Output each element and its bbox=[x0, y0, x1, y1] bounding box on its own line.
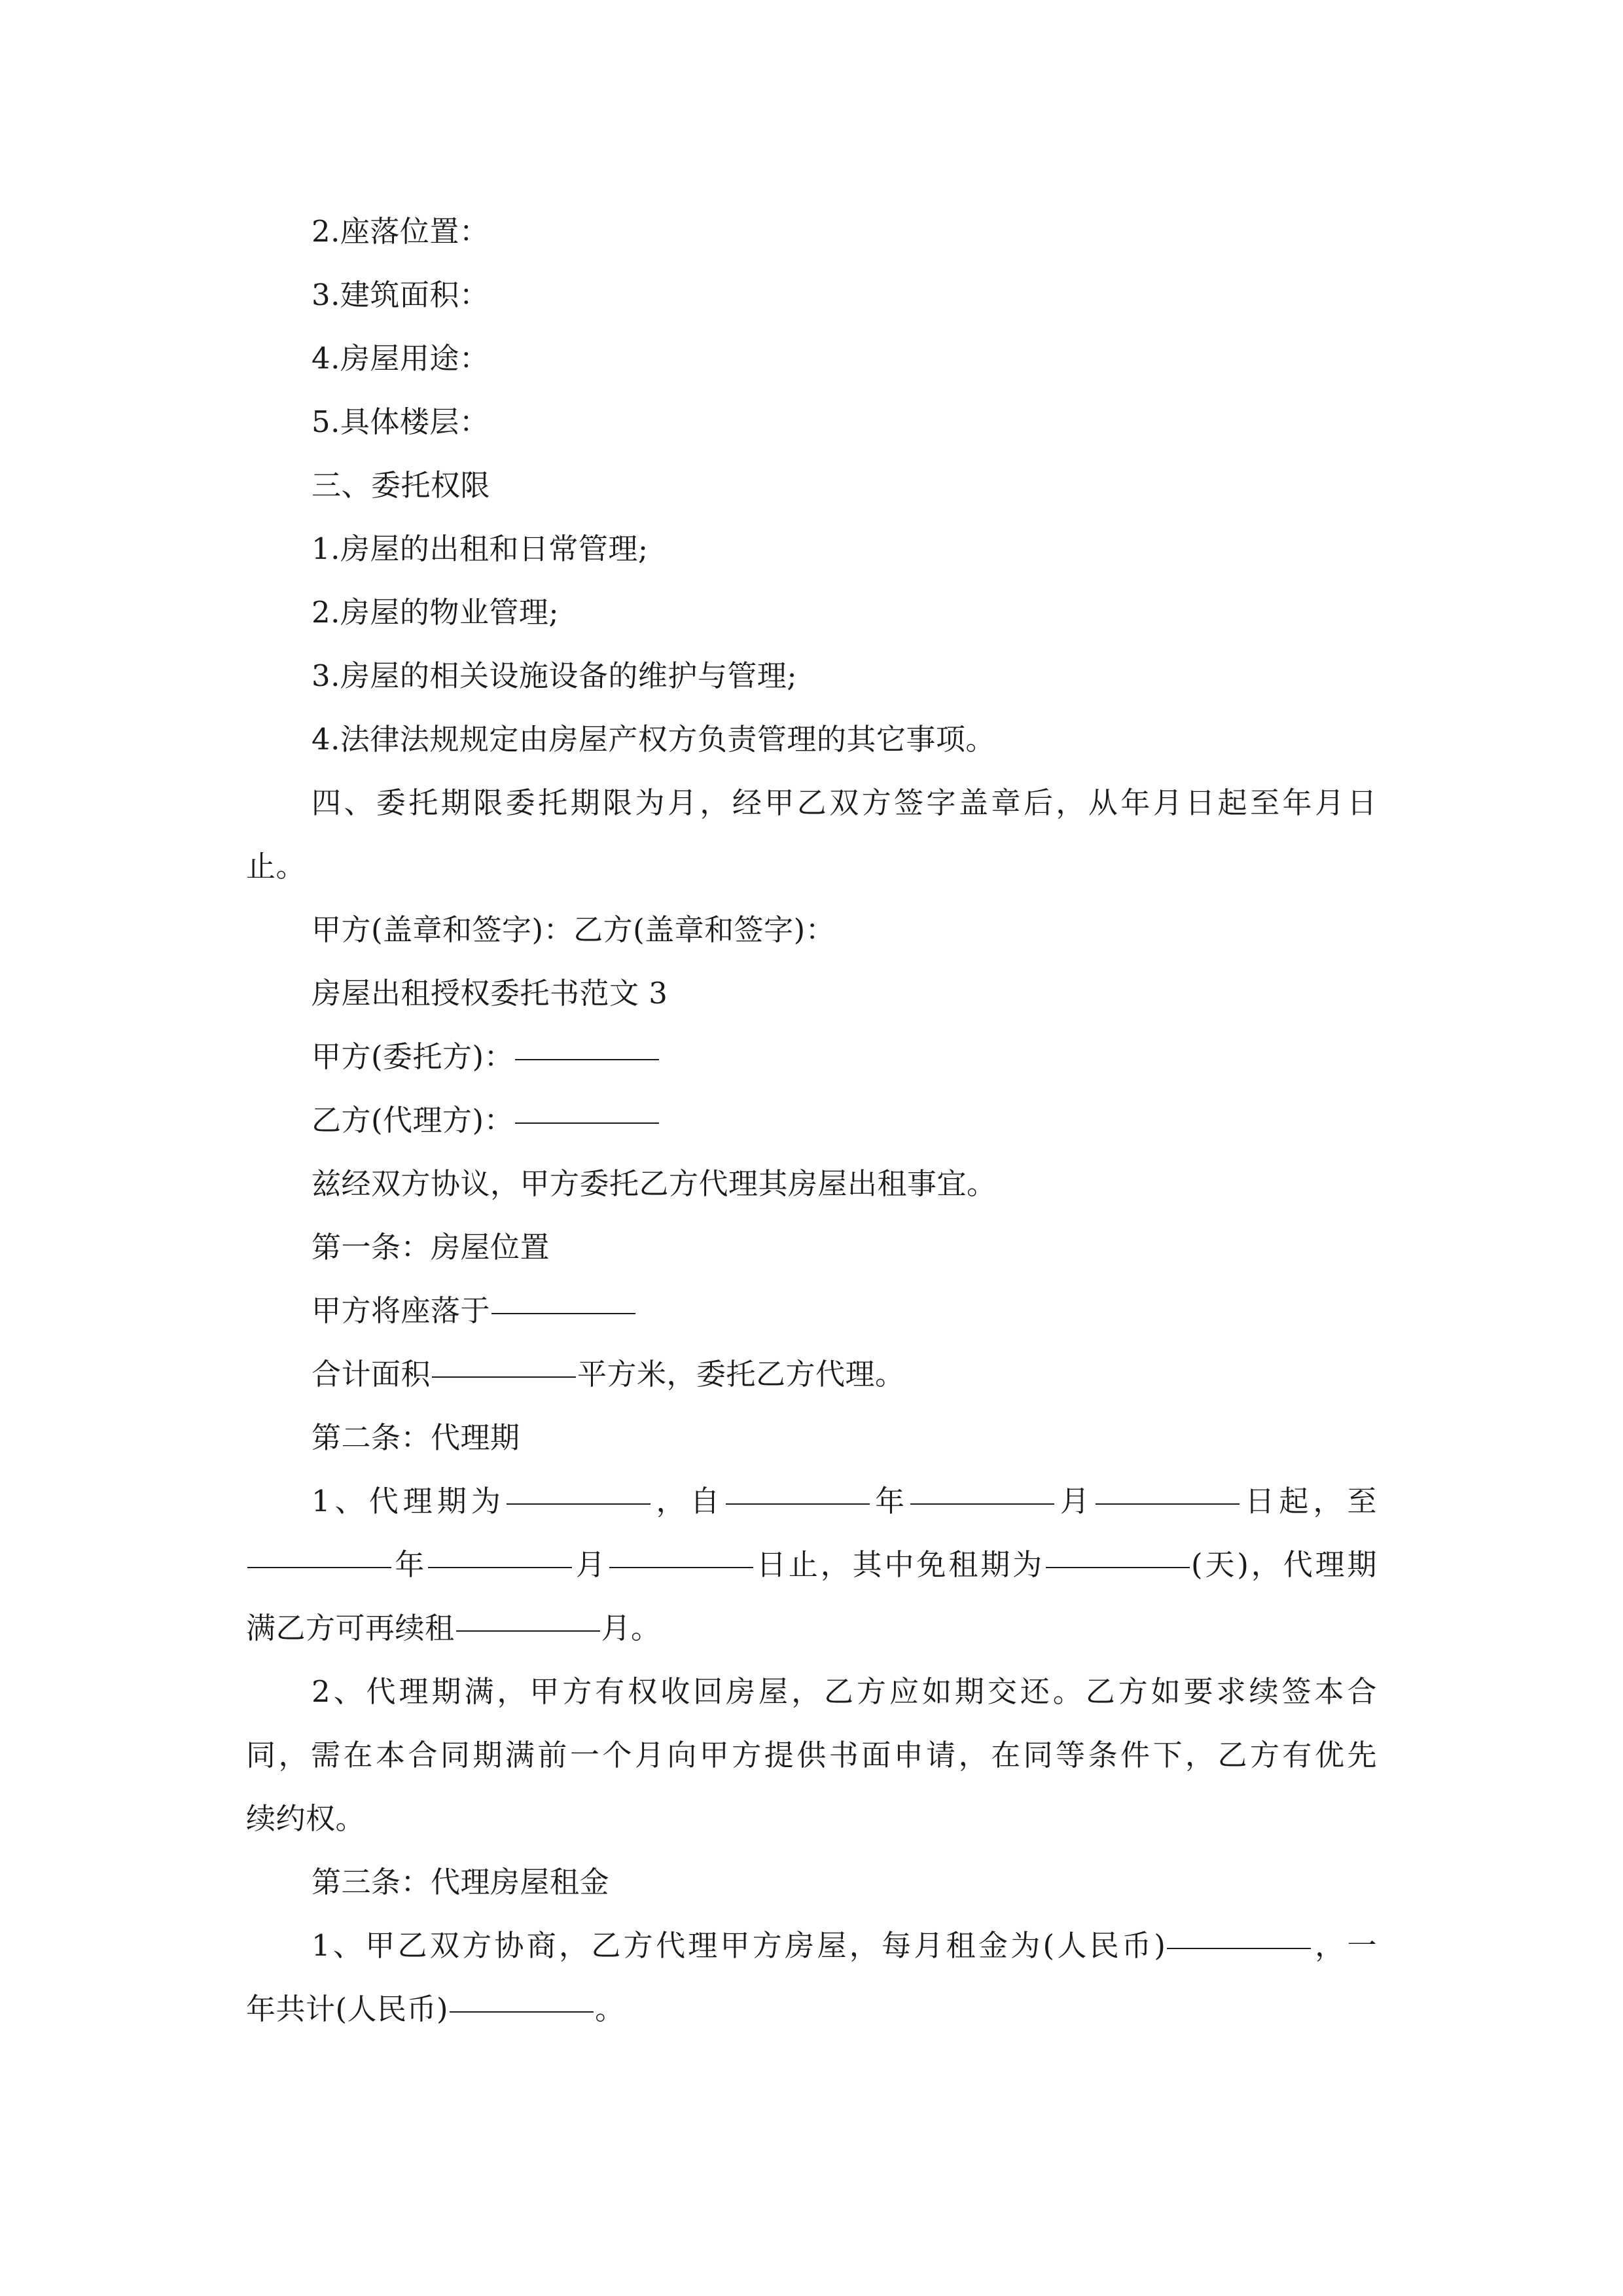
period-line-1 bbox=[246, 1469, 1377, 1533]
rent-line-1 bbox=[246, 1914, 1377, 1977]
heading-article-2: 第二条：代理期 bbox=[312, 1420, 520, 1455]
article-1-heading bbox=[246, 1215, 1377, 1279]
text-authority-4: 4.法律法规规定由房屋产权方负责管理的其它事项。 bbox=[312, 722, 995, 757]
expiry-line-1 bbox=[246, 1660, 1377, 1723]
article-3-heading bbox=[246, 1850, 1377, 1914]
area-blank bbox=[432, 1376, 576, 1378]
heading-article-3: 第三条：代理房屋租金 bbox=[312, 1865, 610, 1899]
text-renew: 满乙方可再续租 bbox=[246, 1611, 455, 1645]
monthly-rent-blank bbox=[1167, 1947, 1311, 1949]
start-day-blank bbox=[1096, 1503, 1240, 1505]
start-year-blank bbox=[726, 1503, 870, 1505]
document-body bbox=[246, 200, 1377, 2041]
text-area: 3.建筑面积： bbox=[312, 278, 490, 312]
text-rent-monthly: 1、甲乙双方协商，乙方代理甲方房屋，每月租金为(人民币) bbox=[312, 1928, 1166, 1963]
party-b-line bbox=[246, 1088, 1377, 1152]
text-signatures: 甲方(盖章和签字)：乙方(盖章和签字)： bbox=[312, 912, 836, 947]
rent-free-blank bbox=[1046, 1566, 1190, 1568]
text-expiry-2: 同，需在本合同期满前一个月向甲方提供书面申请，在同等条件下，乙方有优先 bbox=[246, 1738, 1377, 1772]
heading-article-1: 第一条：房屋位置 bbox=[312, 1230, 550, 1265]
text-location: 2.座落位置： bbox=[312, 214, 490, 249]
label-location-fill: 甲方将座落于 bbox=[312, 1293, 491, 1328]
text-agreement: 兹经双方协议，甲方委托乙方代理其房屋出租事宜。 bbox=[312, 1166, 997, 1201]
text-month-1: 月 bbox=[1056, 1484, 1094, 1518]
label-area-fill: 合计面积 bbox=[312, 1357, 431, 1391]
authority-item-4 bbox=[246, 708, 1377, 771]
text-authority-3: 3.房屋的相关设施设备的维护与管理; bbox=[312, 658, 798, 693]
period-blank bbox=[507, 1503, 651, 1505]
text-usage: 4.房屋用途： bbox=[312, 341, 490, 376]
sample-title bbox=[246, 961, 1377, 1025]
text-authority-2: 2.房屋的物业管理; bbox=[312, 595, 560, 630]
text-expiry-3: 续约权。 bbox=[246, 1801, 366, 1836]
text-renew-month: 月。 bbox=[601, 1611, 661, 1645]
period-line-3 bbox=[246, 1596, 1377, 1660]
text-authority-1: 1.房屋的出租和日常管理; bbox=[312, 531, 649, 566]
heading-authority: 三、委托权限 bbox=[312, 468, 491, 503]
location-blank bbox=[491, 1312, 635, 1314]
term-paragraph-line-1 bbox=[246, 771, 1377, 834]
party-b-blank bbox=[515, 1122, 659, 1124]
renew-blank bbox=[456, 1630, 600, 1632]
section-heading-authority bbox=[246, 454, 1377, 517]
text-rent-free: 日止，其中免租期为 bbox=[754, 1547, 1045, 1582]
article-2-heading bbox=[246, 1406, 1377, 1469]
party-a-line bbox=[246, 1025, 1377, 1088]
label-period: 1、代理期为 bbox=[312, 1484, 505, 1518]
end-day-blank bbox=[609, 1566, 753, 1568]
end-month-blank bbox=[428, 1566, 572, 1568]
label-party-b: 乙方(代理方)： bbox=[312, 1103, 514, 1138]
text-expiry-1: 2、代理期满，甲方有权收回房屋，乙方应如期交还。乙方如要求续签本合 bbox=[312, 1674, 1377, 1709]
text-year-1: 年 bbox=[870, 1484, 910, 1518]
expiry-line-2 bbox=[246, 1723, 1377, 1787]
item-area bbox=[246, 263, 1377, 327]
text-sample-title: 房屋出租授权委托书范文 3 bbox=[312, 976, 668, 1011]
label-party-a: 甲方(委托方)： bbox=[312, 1039, 514, 1074]
rent-line-2 bbox=[246, 1977, 1377, 2041]
item-location bbox=[246, 200, 1377, 263]
text-year-2: 年 bbox=[393, 1547, 427, 1582]
text-area-suffix: 平方米，委托乙方代理。 bbox=[577, 1357, 905, 1391]
start-month-blank bbox=[910, 1503, 1054, 1505]
text-rent-yearly: 年共计(人民币) bbox=[246, 1992, 449, 2026]
text-rent-end: 。 bbox=[595, 1992, 625, 2026]
expiry-line-3 bbox=[246, 1787, 1377, 1850]
signature-line bbox=[246, 898, 1377, 961]
text-from: ，自 bbox=[651, 1484, 724, 1518]
item-floor bbox=[246, 390, 1377, 454]
text-term-1: 四、委托期限委托期限为月，经甲乙双方签字盖章后，从年月日起至年月日 bbox=[312, 785, 1377, 820]
authority-item-2 bbox=[246, 581, 1377, 644]
item-usage bbox=[246, 327, 1377, 390]
authority-item-1 bbox=[246, 517, 1377, 581]
yearly-rent-blank bbox=[450, 2011, 594, 2013]
party-a-blank bbox=[515, 1058, 659, 1060]
area-fill-line bbox=[246, 1342, 1377, 1406]
text-rent-one: ，一 bbox=[1312, 1928, 1377, 1963]
text-term-2: 止。 bbox=[246, 849, 306, 884]
text-days-period: (天)，代理期 bbox=[1191, 1547, 1377, 1582]
authority-item-3 bbox=[246, 644, 1377, 708]
period-line-2 bbox=[246, 1533, 1377, 1596]
text-start-to: 日起，至 bbox=[1240, 1484, 1377, 1518]
location-fill-line bbox=[246, 1279, 1377, 1342]
agreement-line bbox=[246, 1152, 1377, 1215]
term-paragraph-line-2 bbox=[246, 834, 1377, 898]
text-floor: 5.具体楼层： bbox=[312, 404, 490, 439]
end-year-blank bbox=[247, 1566, 391, 1568]
text-month-2: 月 bbox=[573, 1547, 608, 1582]
